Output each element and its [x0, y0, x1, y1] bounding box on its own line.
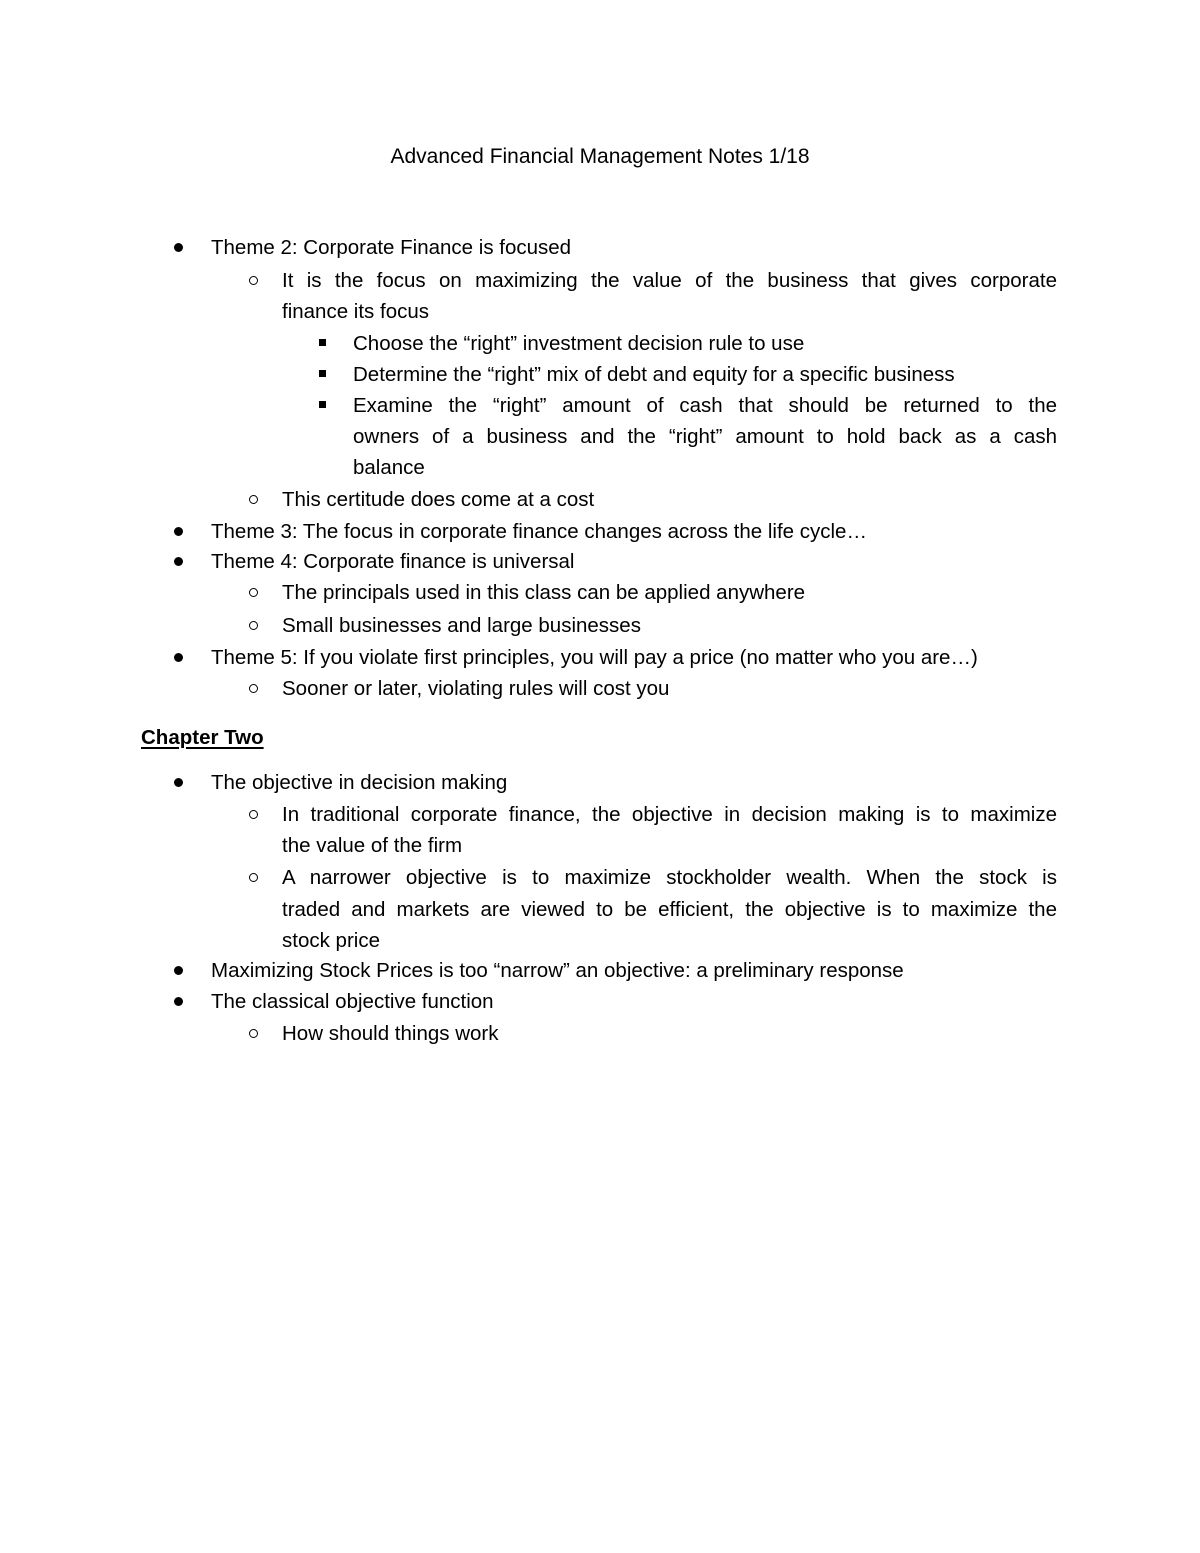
list-item-narrower-objective-line-3: stock price [282, 929, 380, 952]
list-item-maximizing-stock-prices: Maximizing Stock Prices is too “narrow” an objective: a preliminary response [211, 959, 904, 982]
list-item-classical-objective: The classical objective function [211, 990, 494, 1013]
bullet-square-icon [319, 401, 326, 408]
bullet-disc-icon [174, 527, 183, 536]
list-item-theme-2-focus-line-1: It is the focus on maximizing the value of the business that gives corporate [282, 269, 1057, 292]
list-item-certitude-cost: This certitude does come at a cost [282, 488, 595, 511]
list-item-cash-return-line-1: Examine the “right” amount of cash that should be returned to the [353, 394, 1057, 417]
list-item-narrower-objective-line-2: traded and markets are viewed to be efficient, the objective is to maximize the [282, 898, 1057, 921]
list-item-theme-5: Theme 5: If you violate first principles, you will pay a price (no matter who you are…) [211, 646, 978, 669]
bullet-square-icon [319, 370, 326, 377]
bullet-circle-icon [249, 684, 258, 693]
bullet-square-icon [319, 339, 326, 346]
bullet-circle-icon [249, 873, 258, 882]
bullet-circle-icon [249, 276, 258, 285]
list-item-objective-decision-making: The objective in decision making [211, 771, 508, 794]
bullet-circle-icon [249, 810, 258, 819]
list-item-principals-anywhere: The principals used in this class can be applied anywhere [282, 581, 806, 604]
list-item-theme-4: Theme 4: Corporate finance is universal [211, 550, 575, 573]
list-item-cash-return-line-3: balance [353, 456, 425, 479]
list-item-small-large-businesses: Small businesses and large businesses [282, 614, 641, 637]
bullet-disc-icon [174, 653, 183, 662]
list-item-how-things-work: How should things work [282, 1022, 499, 1045]
list-item-investment-rule: Choose the “right” investment decision rule to use [353, 332, 805, 355]
bullet-circle-icon [249, 1029, 258, 1038]
bullet-disc-icon [174, 966, 183, 975]
bullet-disc-icon [174, 557, 183, 566]
bullet-disc-icon [174, 243, 183, 252]
list-item-theme-2-focus-line-2: finance its focus [282, 300, 429, 323]
list-item-traditional-objective-line-2: the value of the firm [282, 834, 463, 857]
bullet-disc-icon [174, 778, 183, 787]
page-title: Advanced Financial Management Notes 1/18 [390, 145, 810, 168]
section-heading-chapter-two: Chapter Two [141, 726, 264, 749]
list-item-cash-return-line-2: owners of a business and the “right” amount to hold back as a cash [353, 425, 1057, 448]
bullet-circle-icon [249, 621, 258, 630]
list-item-theme-2: Theme 2: Corporate Finance is focused [211, 236, 572, 259]
list-item-theme-3: Theme 3: The focus in corporate finance changes across the life cycle… [211, 520, 867, 543]
list-item-debt-equity-mix: Determine the “right” mix of debt and equity for a specific business [353, 363, 955, 386]
bullet-disc-icon [174, 997, 183, 1006]
list-item-narrower-objective-line-1: A narrower objective is to maximize stockholder wealth. When the stock is [282, 866, 1057, 889]
bullet-circle-icon [249, 588, 258, 597]
bullet-circle-icon [249, 495, 258, 504]
list-item-violating-rules: Sooner or later, violating rules will cost you [282, 677, 670, 700]
list-item-traditional-objective-line-1: In traditional corporate finance, the objective in decision making is to maximize [282, 803, 1057, 826]
